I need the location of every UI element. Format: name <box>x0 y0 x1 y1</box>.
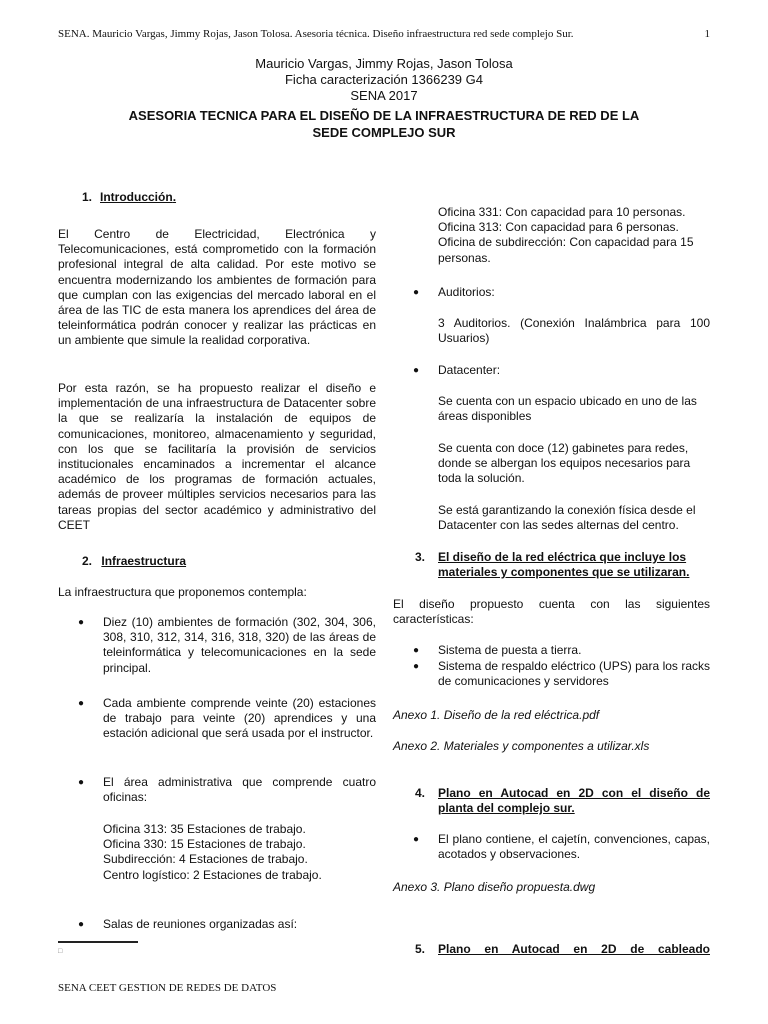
section-4-title: Plano en Autocad en 2D con el diseño de planta del complejo sur. <box>438 786 710 815</box>
office-item: Oficina 330: 15 Estaciones de trabajo. <box>103 837 306 852</box>
running-header-text: SENA. Mauricio Vargas, Jimmy Rojas, Jason Tolosa. Asesoria técnica. Diseño infraestructura red sede complejo Sur. <box>58 28 574 40</box>
design-intro: El diseño propuesto cuenta con las siguientes características: <box>393 597 710 627</box>
institution: SENA 2017 <box>350 88 418 103</box>
bullet-dot: ● <box>78 617 85 628</box>
annex-1: Anexo 1. Diseño de la red eléctrica.pdf <box>393 708 600 722</box>
bullet-dot: ● <box>413 645 420 656</box>
room-item: Oficina 331: Con capacidad para 10 personas. <box>438 205 686 219</box>
ficha: Ficha caracterización 1366239 G4 <box>284 72 483 87</box>
auditorios-bullet: Auditorios: <box>438 285 495 299</box>
bullet-dot: ● <box>78 919 85 930</box>
bullet-dot: ● <box>78 698 85 709</box>
annex-2: Anexo 2. Materiales y componentes a utilizar.xls <box>393 739 650 753</box>
plan-bullet: El plano contiene, el cajetín, convenciones, capas, acotados y observaciones. <box>438 832 710 862</box>
room-item: Oficina de subdirección: Con capacidad para 15 personas. <box>438 235 694 265</box>
datacenter-paragraph-1: Se cuenta con un espacio ubicado en uno de las áreas disponibles <box>438 394 697 424</box>
title-line-1: ASESORIA TECNICA PARA EL DISEÑO DE LA INFRAESTRUCTURA DE RED DE LA <box>128 108 640 123</box>
section-2-number: 2. <box>82 554 93 568</box>
office-item: Centro logístico: 2 Estaciones de trabajo. <box>103 867 322 882</box>
section-4-number: 4. <box>415 786 426 800</box>
rooms-list <box>438 205 710 266</box>
footnote-mark: □ <box>58 948 63 955</box>
datacenter-bullet: Datacenter: <box>438 363 501 377</box>
room-item: Oficina 313: Con capacidad para 6 personas. <box>438 220 679 235</box>
intro-paragraph-2: Por esta razón, se ha propuesto realizar el diseño e implementación de una infraestructura de Datacenter sobre la que se realizaría la instalación de equipos de comunicaciones, monitoreo, almacenamiento y seguridad, con los que se facilitaría la provisión de servicios institucionales encaminados a incrementar el alcance académico de los programas de formación actuales, además de proveer múltiples servicios necesarios para las tareas propias del sector académico y administrativo del CEET <box>58 381 376 532</box>
section-2-heading <box>82 554 186 569</box>
title-line-2: SEDE COMPLEJO SUR <box>312 125 456 140</box>
running-footer: SENA CEET GESTION DE REDES DE DATOS <box>58 982 277 994</box>
section-5-number: 5. <box>415 942 426 956</box>
section-3-number: 3. <box>415 550 426 564</box>
running-header <box>58 28 710 40</box>
footnote-divider <box>58 941 138 943</box>
authors: Mauricio Vargas, Jimmy Rojas, Jason Tolosa <box>255 56 513 71</box>
bullet-dot: ● <box>413 834 420 845</box>
infra-intro: La infraestructura que proponemos contempla: <box>58 585 307 599</box>
bullet-dot: ● <box>413 661 420 672</box>
section-1-title: Introducción <box>100 190 173 204</box>
bullet-dot: ● <box>413 365 420 376</box>
datacenter-paragraph-3: Se está garantizando la conexión física desde el Datacenter con las sedes alternas del centro. <box>438 503 696 533</box>
section-5-title: Plano en Autocad en 2D de cableado <box>438 942 710 956</box>
bullet-dot: ● <box>78 777 85 788</box>
datacenter-paragraph-2: Se cuenta con doce (12) gabinetes para redes, donde se albergan los equipos necesarios para toda la solución. <box>438 441 691 486</box>
office-item: Subdirección: 4 Estaciones de trabajo. <box>103 852 308 867</box>
section-1-heading <box>82 190 176 205</box>
auditorios-text: 3 Auditorios. (Conexión Inalámbrica para 100 Usuarios) <box>438 316 710 346</box>
bullet-dot: ● <box>413 287 420 298</box>
offices-list <box>103 822 376 883</box>
section-2-title: Infraestructura <box>101 554 187 568</box>
infra-bullet-1: Diez (10) ambientes de formación (302, 304, 306, 308, 310, 312, 314, 316, 318, 320) de las áreas de teleinformática y telecomunicaciones en la sede principal. <box>103 615 376 675</box>
infra-bullet-3: El área administrativa que comprende cuatro oficinas: <box>103 775 376 805</box>
intro-paragraph-1: El Centro de Electricidad, Electrónica y Telecomunicaciones, está comprometido con la formación profesional integral de alta calidad. Por este motivo se encuentra modernizando los ambientes de formación para que cumplan con las exigencias del mercado laboral en el área de las TIC de esta manera los aprendices del área de teleinformática podrán conocer y realizar las prácticas en un ambiente que simule la realidad corporativa. <box>58 227 376 348</box>
annex-3: Anexo 3. Plano diseño propuesta.dwg <box>393 880 596 894</box>
section-1-trail: . <box>172 190 177 204</box>
section-1-number: 1. <box>82 190 93 204</box>
page-number: 1 <box>704 28 710 40</box>
infra-bullet-2: Cada ambiente comprende veinte (20) estaciones de trabajo para veinte (20) aprendices y una estación adicional que será usada por el instructor. <box>103 696 376 741</box>
cover-block <box>0 56 768 104</box>
section-3-title: El diseño de la red eléctrica que incluye los materiales y componentes que se utilizaran. <box>438 550 690 579</box>
design-bullet-1: Sistema de puesta a tierra. <box>438 643 582 657</box>
design-bullet-2: Sistema de respaldo eléctrico (UPS) para los racks de comunicaciones y servidores <box>438 659 710 689</box>
meeting-rooms-bullet: Salas de reuniones organizadas así: <box>103 917 298 931</box>
office-item: Oficina 313: 35 Estaciones de trabajo. <box>103 822 306 836</box>
document-title <box>100 107 668 141</box>
